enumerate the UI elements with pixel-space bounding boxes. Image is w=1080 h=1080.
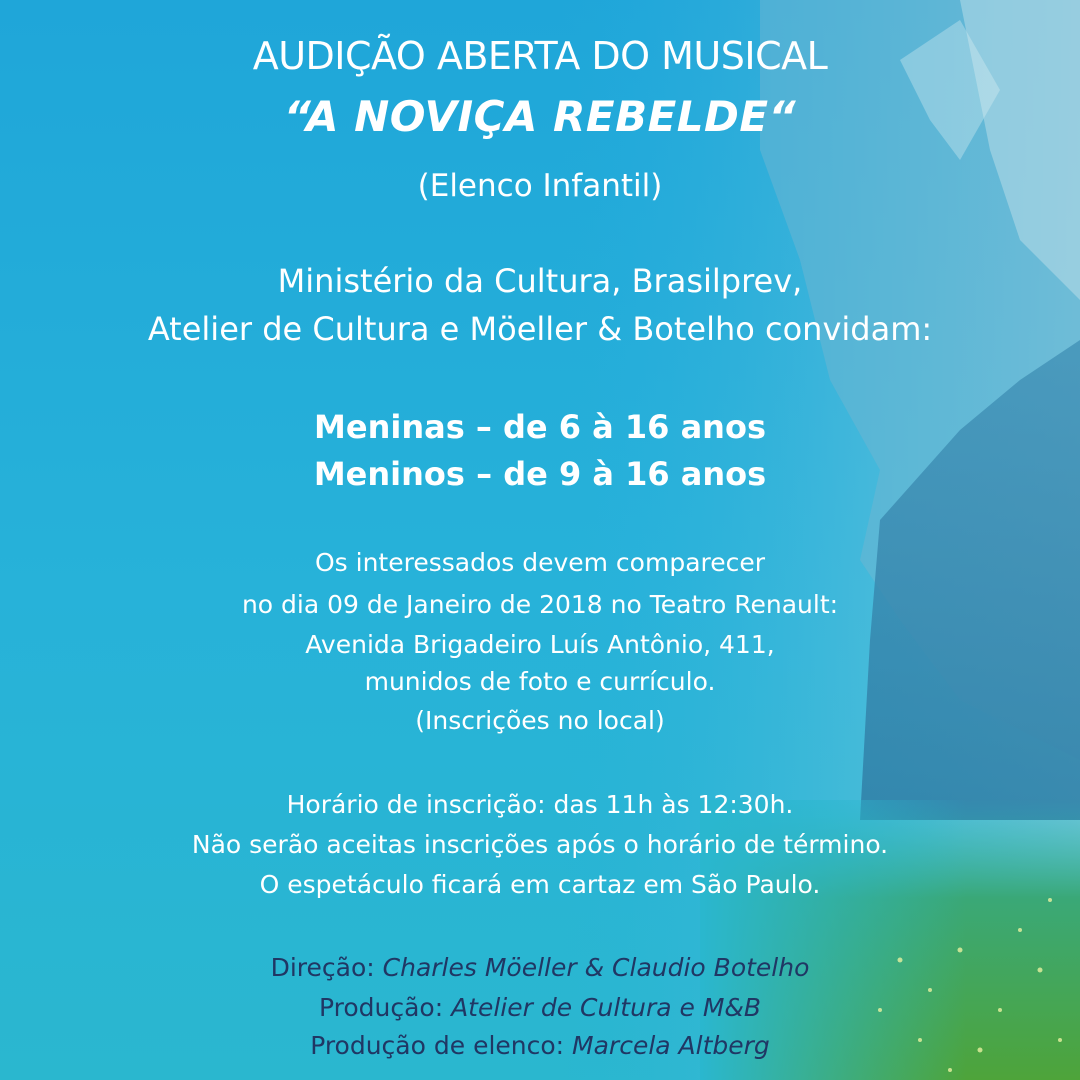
details-line-2: no dia 09 de Janeiro de 2018 no Teatro Renault:: [241, 590, 839, 619]
musical-title: “A NOVIÇA REBELDE“: [283, 92, 797, 141]
details-line-3: Avenida Brigadeiro Luís Antônio, 411,: [305, 630, 775, 659]
credit-name: Atelier de Cultura e M&B: [451, 993, 762, 1022]
details-line-5: (Inscrições no local): [415, 706, 665, 735]
invite-line-1: Ministério da Cultura, Brasilprev,: [277, 262, 803, 300]
credit-production: [0, 993, 1080, 1022]
age-range-girls: Meninas – de 6 à 16 anos: [314, 408, 766, 446]
schedule-line-2: Não serão aceitas inscrições após o horário de término.: [191, 830, 889, 859]
credit-casting: [0, 1031, 1080, 1060]
details-line-4: munidos de foto e currículo.: [364, 667, 716, 696]
age-range-boys: Meninos – de 9 à 16 anos: [313, 455, 767, 493]
credit-role: Produção de elenco:: [310, 1031, 565, 1060]
invite-line-2: Atelier de Cultura e Möeller & Botelho convidam:: [147, 310, 933, 348]
schedule-line-3: O espetáculo ficará em cartaz em São Paulo.: [259, 870, 821, 899]
credit-role: Direção:: [270, 953, 375, 982]
schedule-line-1: Horário de inscrição: das 11h às 12:30h.: [286, 790, 794, 819]
cast-subtitle: (Elenco Infantil): [417, 168, 663, 204]
credit-direction: [0, 953, 1080, 982]
header-line: AUDIÇÃO ABERTA DO MUSICAL: [252, 34, 828, 78]
details-line-1: Os interessados devem comparecer: [314, 548, 766, 577]
credit-name: Charles Möeller & Claudio Botelho: [382, 953, 810, 982]
credit-name: Marcela Altberg: [572, 1031, 770, 1060]
credit-role: Produção:: [318, 993, 444, 1022]
